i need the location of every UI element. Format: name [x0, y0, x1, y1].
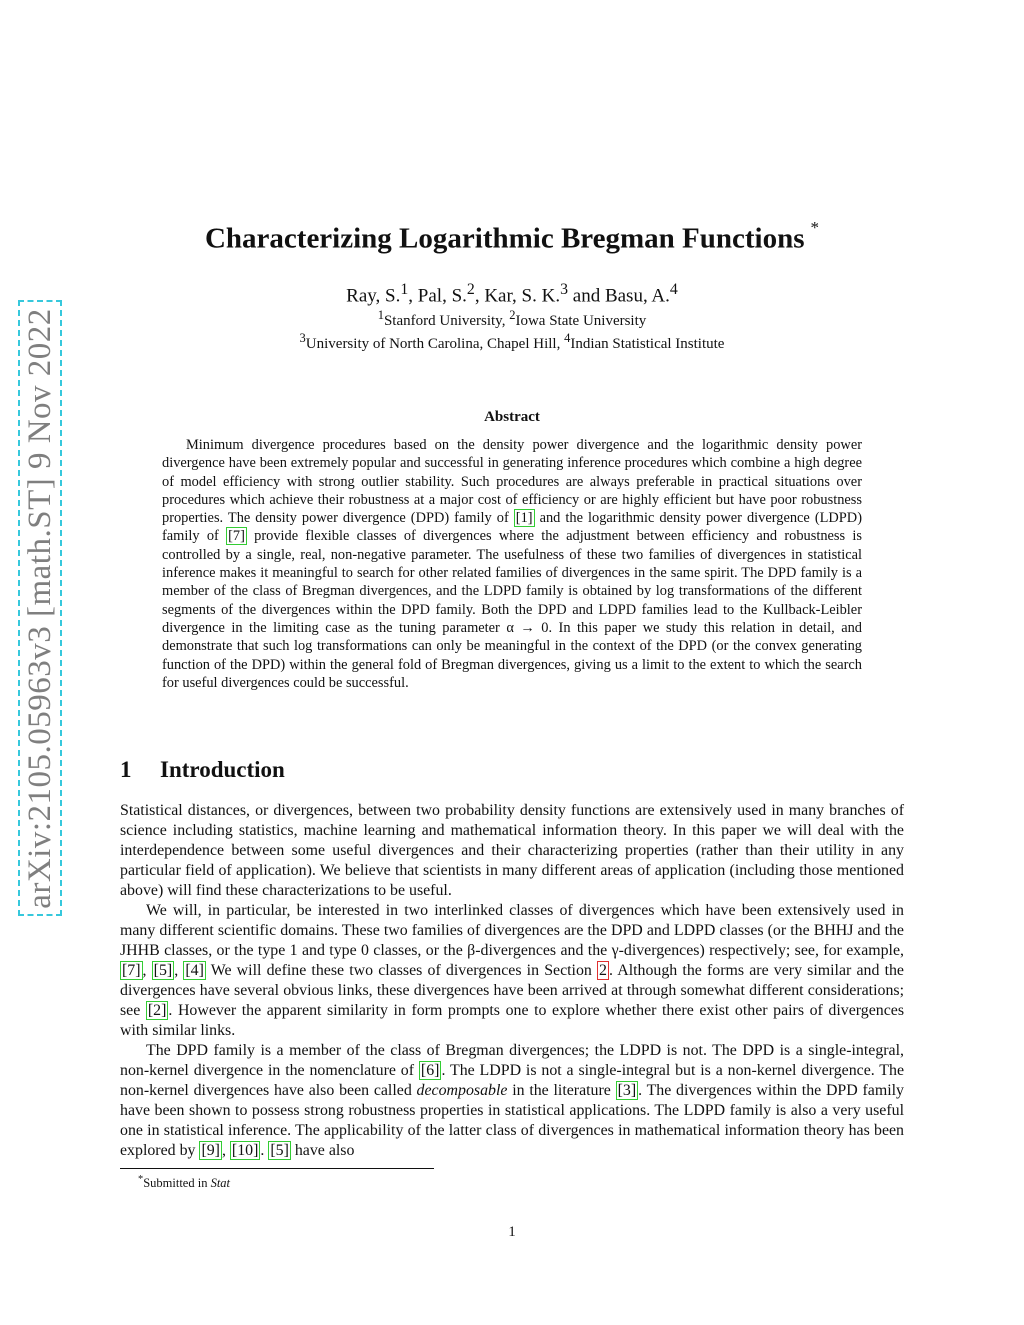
citation-separator: , — [142, 962, 152, 979]
author-separator: and — [568, 285, 605, 307]
affiliation-name: Stanford University — [383, 313, 502, 329]
citation-separator: , — [221, 1142, 230, 1159]
author-name: Kar, S. K. — [484, 285, 561, 307]
arxiv-sidebar-stamp[interactable] — [18, 300, 62, 916]
affiliation-mark: 3 — [299, 331, 306, 345]
author-name: Ray, S. — [346, 285, 401, 307]
citation-link[interactable]: [9] — [201, 1142, 220, 1159]
citation-link[interactable]: [6] — [420, 1062, 440, 1079]
paper-title — [120, 218, 904, 256]
author-separator: , — [474, 285, 485, 307]
citation-link[interactable]: [5] — [153, 962, 173, 979]
footnote — [138, 1174, 230, 1191]
paper-title-text: Characterizing Logarithmic Bregman Functions — [204, 222, 805, 255]
affiliation-name: Iowa State University — [515, 313, 647, 329]
affiliation-mark: 2 — [509, 308, 516, 322]
title-footnote-mark: * — [810, 218, 820, 237]
introduction-body — [120, 801, 904, 1161]
abstract-body — [162, 436, 862, 692]
citation-link[interactable]: [4] — [185, 962, 204, 979]
footnote-venue: Stat — [210, 1176, 231, 1191]
citation-link[interactable]: [2] — [147, 1002, 167, 1019]
paragraph-text: . The divergences within the DPD family have been shown to possess strong robustness properties in statistical applications. The LDPD family is also a very useful one in statistical inference. The applicability of the latter class of divergences in mathematical information theory has been explored by — [120, 1082, 904, 1159]
author-name: Basu, A. — [604, 285, 670, 307]
citation-link[interactable]: [3] — [617, 1082, 637, 1099]
author-separator: , — [408, 285, 418, 307]
citation-link[interactable]: [7] — [228, 528, 245, 545]
abstract-heading: Abstract — [484, 409, 540, 425]
citation-separator: . — [260, 1142, 269, 1159]
affiliation-mark: 3 — [560, 281, 569, 298]
affiliation-name: Indian Statistical Institute — [570, 336, 725, 352]
abstract-text: and the logarithmic density power divergence (LDPD) family of — [162, 510, 862, 545]
section-heading — [120, 757, 285, 783]
author-list — [120, 281, 904, 307]
footnote-divider — [120, 1168, 434, 1169]
arxiv-identifier: arXiv:2105.05963v3 [math.ST] 9 Nov 2022 — [21, 307, 58, 909]
affiliation-line — [120, 331, 904, 353]
affiliation-mark: 1 — [377, 308, 384, 322]
footnote-mark: * — [138, 1174, 144, 1185]
affiliation-separator: , — [556, 336, 565, 352]
page-number: 1 — [508, 1224, 516, 1240]
affiliation-line — [120, 308, 904, 330]
author-name: Pal, S. — [417, 285, 467, 307]
citation-link[interactable]: [10] — [231, 1142, 259, 1159]
paragraph-text: in the literature — [507, 1082, 616, 1099]
paragraph-text: . Although the forms are very similar and the divergences have several obvious links, these divergences have been arrived at through somewhat different considerations; see — [120, 962, 904, 1019]
paragraph-text: . However the apparent similarity in form prompts one to explore whether there exist other pairs of divergences with similar links. — [120, 1002, 905, 1039]
affiliation-mark: 4 — [669, 281, 678, 298]
footnote-text: Submitted in — [143, 1176, 211, 1191]
paragraph — [120, 1041, 904, 1161]
affiliation-mark: 4 — [564, 331, 571, 345]
paragraph: Statistical distances, or divergences, between two probability density functions are extensively used in many branches of science including statistics, machine learning and mathematical information theory. In this paper we will deal with the interdependence between some useful divergences and their characterizing properties (rather than their utility in any particular field of application). We believe that scientists in many different areas of application (including those mentioned above) will find these characterizations to be useful. — [120, 802, 904, 899]
abstract-text: Minimum divergence procedures based on the density power divergence and the logarithmic density power divergence have been extremely popular and successful in generating inference procedures which combine a high degree of model efficiency with strong outlier stability. Such procedures are always preferable in practical situations over procedures which achieve their robustness at a major cost of efficiency or are highly efficient but have poor robustness properties. The density power divergence (DPD) family of — [162, 437, 862, 527]
citation-link[interactable]: [7] — [122, 962, 141, 979]
section-title: Introduction — [160, 757, 285, 782]
paragraph — [120, 901, 904, 1041]
paragraph-text: . The LDPD is not a single-integral but is a non-kernel divergence. The non-kernel divergences have also been called — [120, 1062, 904, 1099]
affiliation-separator: , — [501, 313, 510, 329]
paragraph-text: The DPD family is a member of the class of Bregman divergences; the LDPD is not. The DPD is a single-integral, non-kernel divergence in the nomenclature of — [120, 1042, 904, 1079]
section-number: 1 — [120, 757, 132, 782]
abstract-text: provide flexible classes of divergences where the adjustment between efficiency and robustness is controlled by a single, real, non-negative parameter. The usefulness of these two families of divergences in statistical inference makes it meaningful to search for other related families of divergences in the same spirit. The DPD family is a member of the class of Bregman divergences, and the LDPD family is obtained by log transformations of the different segments of the divergences within the DPD family. Both the DPD and LDPD families lead to the Kullback-Leibler divergence in the limiting case as the tuning parameter α → 0. In this paper we study this relation in detail, and demonstrate that such log transformations can only be meaningful in the context of the DPD (or the convex generating function of the DPD) within the general fold of Bregman divergences, giving us a limit to the extent to which the search for useful divergences could be successful. — [162, 528, 863, 691]
citation-link[interactable]: [1] — [515, 510, 533, 527]
affiliation-mark: 1 — [400, 281, 409, 298]
paragraph-text: We will define these two classes of divergences in Section — [205, 962, 598, 979]
citation-separator: , — [174, 962, 184, 979]
citation-link[interactable]: [5] — [270, 1142, 289, 1159]
affiliation-mark: 2 — [466, 281, 475, 298]
paragraph-text: We will, in particular, be interested in two interlinked classes of divergences which have been extensively used in many different scientific domains. These two families of divergences are the DPD and LDPD classes (or the BHHJ and the JHHB classes, or the type 1 and type 0 classes, or the β-divergences and the γ-divergences) respectively; see, for example, — [120, 902, 904, 959]
affiliation-name: University of North Carolina, Chapel Hill — [305, 336, 557, 352]
section-ref-link[interactable]: 2 — [599, 962, 607, 979]
paragraph-text: have also — [290, 1142, 355, 1159]
emphasized-term: decomposable — [416, 1082, 508, 1099]
